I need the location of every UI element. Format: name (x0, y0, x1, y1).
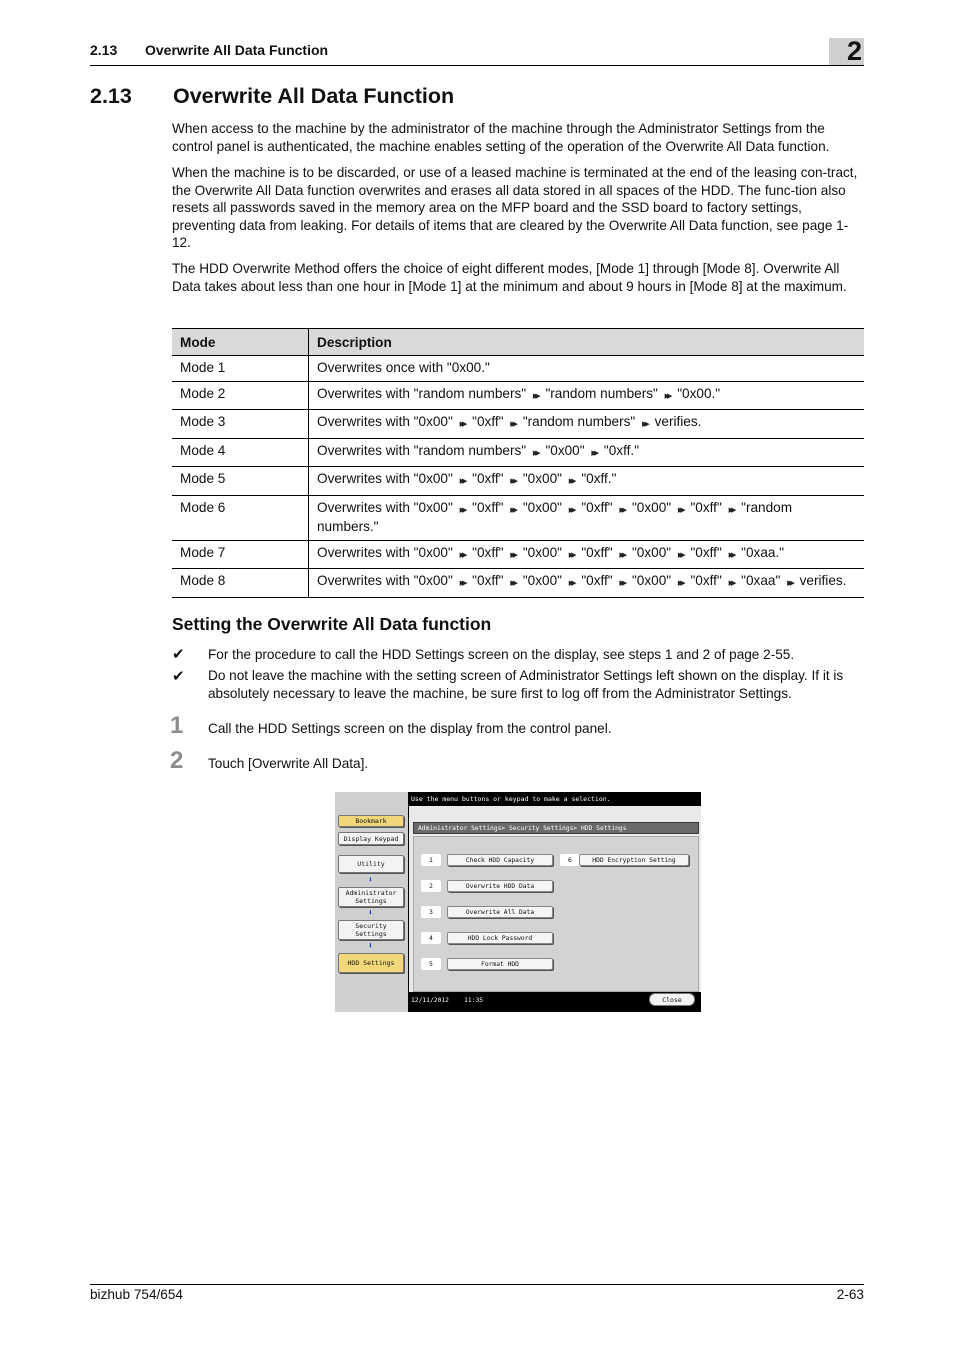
header-divider (90, 65, 864, 66)
description-part: "0x00" (631, 544, 672, 560)
check-mark-icon: ✔ (172, 668, 185, 685)
double-arrow-icon: ▶▶ (664, 392, 670, 400)
double-arrow-icon: ▶▶ (728, 551, 734, 559)
check-text: Do not leave the machine with the setting screen of Administrator Settings left shown on the display. If it is absolutely necessary to leave the machine, be sure first to log off from the Administrator Settings. (208, 668, 844, 701)
description-part: "0xff" (690, 573, 722, 588)
double-arrow-icon: ▶▶ (619, 551, 625, 559)
footer-page-number: 2-63 (836, 1287, 864, 1302)
check-hdd-capacity-button[interactable]: Check HDD Capacity (447, 854, 553, 866)
step-text: Call the HDD Settings screen on the display from the control panel. (208, 721, 612, 736)
double-arrow-icon: ▶▶ (787, 580, 792, 587)
description-part: "0xaa." (741, 544, 785, 560)
option-number: 4 (421, 932, 441, 944)
description-part: "0xff" (581, 544, 613, 560)
description-part: "0x00" (522, 471, 562, 486)
hdd-lock-password-button[interactable]: HDD Lock Password (447, 932, 553, 944)
double-arrow-icon: ▶▶ (619, 580, 625, 587)
mode-cell: Mode 7 (172, 540, 309, 569)
description-part: "random numbers." (317, 499, 793, 534)
double-arrow-icon: ▶▶ (619, 506, 625, 514)
hdd-encryption-setting-button[interactable]: HDD Encryption Setting (579, 854, 689, 866)
status-time: 11:35 (464, 997, 484, 1004)
table-row (172, 438, 864, 467)
description-part: "0xff" (472, 573, 504, 588)
description-cell (309, 467, 865, 496)
page-title (90, 84, 454, 109)
table-row (172, 410, 864, 439)
description-part: "0x00" (522, 499, 562, 515)
footer-model: bizhub 754/654 (90, 1287, 183, 1302)
description-part: "random numbers" (545, 385, 658, 401)
double-arrow-icon: ▶▶ (677, 551, 683, 559)
screen-message: Use the menu buttons or keypad to make a selection. (411, 795, 611, 803)
hdd-settings-screenshot (335, 792, 701, 1012)
option-number: 1 (421, 854, 441, 866)
description-part: "0xaa" (741, 573, 781, 588)
title-text: Overwrite All Data Function (173, 84, 455, 108)
option-number: 5 (421, 958, 441, 970)
description-cell (309, 495, 865, 540)
description-part: "0xff" (472, 414, 504, 429)
check-mark-icon: ✔ (172, 646, 185, 663)
nav-utility[interactable]: Utility (338, 855, 404, 873)
overwrite-all-data-button[interactable]: Overwrite All Data (447, 906, 553, 918)
mode-cell: Mode 6 (172, 495, 309, 540)
double-arrow-icon: ▶▶ (459, 478, 465, 485)
header-section-title: Overwrite All Data Function (145, 42, 329, 58)
description-part: verifies. (654, 414, 702, 429)
check-text: For the procedure to call the HDD Settings screen on the display, see steps 1 and 2 of page 2-55. (208, 647, 795, 662)
double-arrow-icon: ▶▶ (568, 551, 574, 559)
table-row (172, 356, 864, 382)
description-part: "random numbers" (522, 414, 636, 429)
breadcrumb: Administrator Settings> Security Settings> HDD Settings (413, 822, 699, 834)
double-arrow-icon: ▶▶ (510, 421, 516, 428)
down-arrow-icon: ⬇ (368, 941, 373, 950)
description-part: "0x00" (631, 499, 672, 515)
description-part: "0x00" (522, 573, 562, 588)
header-section-number: 2.13 (90, 42, 118, 58)
header-section (90, 42, 328, 58)
description-cell (309, 410, 865, 439)
intro-paragraph-2: When the machine is to be discarded, or use of a leased machine is terminated at the end of the leasing con-tract, the Overwrite All Data function overwrites and erases all data stored in all spaces of the HDD. The func-tion also resets all passwords saved in the memory area on the MFP board and the SSD board to factory settings, preventing data from leaking. For details of items that are cleared by the Overwrite All Data function, see page 1-12. (172, 165, 858, 251)
intro-paragraph-1: When access to the machine by the administrator of the machine through the Administrator Settings from the control panel is authenticated, the machine enables setting of the operation of the Overwrite All Data function. (172, 121, 830, 154)
mode-cell: Mode 3 (172, 410, 309, 439)
double-arrow-icon: ▶▶ (510, 506, 516, 514)
double-arrow-icon: ▶▶ (510, 551, 516, 559)
mode-cell: Mode 8 (172, 569, 309, 598)
description-cell (309, 438, 865, 467)
description-part: "0xff." (603, 442, 640, 458)
down-arrow-icon: ⬇ (368, 908, 373, 917)
description-part: Overwrites with "0x00" (317, 499, 453, 515)
table-row (172, 540, 864, 569)
status-bar (411, 997, 483, 1004)
description-part: Overwrites with "0x00" (317, 414, 453, 429)
left-navigation-pane (335, 792, 408, 1012)
description-part: Overwrites once with "0x00." (317, 360, 490, 375)
column-header-mode: Mode (172, 329, 309, 356)
intro-paragraph-3: The HDD Overwrite Method offers the choice of eight different modes, [Mode 1] through [Mode 8]. Overwrite All Data takes about less than one hour in [Mode 1] at the minimum and about 9 hours in [Mode 8] at the maximum. (172, 261, 847, 294)
option-number: 2 (421, 880, 441, 892)
mode-cell: Mode 4 (172, 438, 309, 467)
bookmark-button[interactable]: Bookmark (338, 815, 404, 827)
double-arrow-icon: ▶▶ (510, 580, 516, 587)
double-arrow-icon: ▶▶ (459, 551, 465, 559)
option-number: 3 (421, 906, 441, 918)
double-arrow-icon: ▶▶ (532, 449, 538, 457)
table-row (172, 495, 864, 540)
description-part: "0xff" (581, 573, 613, 588)
table-row (172, 569, 864, 598)
nav-administrator-settings[interactable]: Administrator Settings (338, 887, 404, 907)
chapter-number-box: 2 (829, 38, 864, 65)
mode-cell: Mode 1 (172, 356, 309, 382)
close-button[interactable]: Close (649, 993, 695, 1006)
double-arrow-icon: ▶▶ (568, 580, 574, 587)
description-part: "0xff." (581, 471, 617, 486)
footer-divider (90, 1284, 864, 1285)
table-row (172, 467, 864, 496)
description-cell (309, 569, 865, 598)
double-arrow-icon: ▶▶ (510, 478, 516, 485)
double-arrow-icon: ▶▶ (728, 506, 734, 514)
double-arrow-icon: ▶▶ (677, 506, 683, 514)
double-arrow-icon: ▶▶ (459, 580, 465, 587)
options-area (413, 836, 699, 992)
option-number: 6 (560, 854, 580, 866)
double-arrow-icon: ▶▶ (459, 421, 465, 428)
description-part: "0xff" (690, 544, 722, 560)
mode-cell: Mode 5 (172, 467, 309, 496)
format-hdd-button[interactable]: Format HDD (447, 958, 553, 970)
column-header-description: Description (309, 329, 865, 356)
description-part: Overwrites with "0x00" (317, 471, 453, 486)
description-part: Overwrites with "random numbers" (317, 442, 527, 458)
double-arrow-icon: ▶▶ (591, 449, 597, 457)
double-arrow-icon: ▶▶ (459, 506, 465, 514)
description-part: Overwrites with "random numbers" (317, 385, 527, 401)
description-part: Overwrites with "0x00" (317, 544, 453, 560)
description-part: "0xff" (581, 499, 613, 515)
description-part: "0xff" (472, 544, 504, 560)
description-part: "0x00" (631, 573, 672, 588)
description-part: "0x00." (677, 385, 721, 401)
table-row (172, 381, 864, 410)
settings-panel (409, 806, 701, 992)
double-arrow-icon: ▶▶ (568, 506, 574, 514)
mode-cell: Mode 2 (172, 381, 309, 410)
subsection-heading: Setting the Overwrite All Data function (172, 614, 492, 634)
description-part: "0xff" (472, 471, 504, 486)
description-cell (309, 356, 865, 382)
nav-hdd-settings[interactable]: HDD Settings (338, 953, 404, 973)
description-part: "0xff" (472, 499, 504, 515)
overwrite-hdd-data-button[interactable]: Overwrite HDD Data (447, 880, 553, 892)
double-arrow-icon: ▶▶ (532, 392, 538, 400)
display-keypad-button[interactable]: Display Keypad (338, 832, 404, 845)
double-arrow-icon: ▶▶ (568, 478, 574, 485)
status-date: 12/11/2012 (411, 997, 449, 1004)
double-arrow-icon: ▶▶ (642, 421, 647, 428)
step-number: 2 (170, 747, 184, 774)
nav-security-settings[interactable]: Security Settings (338, 920, 404, 940)
description-cell (309, 381, 865, 410)
description-part: verifies. (799, 573, 847, 588)
step-number: 1 (170, 712, 184, 739)
step-text: Touch [Overwrite All Data]. (208, 756, 369, 771)
description-part: Overwrites with "0x00" (317, 573, 453, 588)
double-arrow-icon: ▶▶ (728, 580, 734, 587)
description-cell (309, 540, 865, 569)
title-number: 2.13 (90, 84, 132, 108)
description-part: "0x00" (522, 544, 562, 560)
description-part: "0xff" (690, 499, 722, 515)
double-arrow-icon: ▶▶ (677, 580, 683, 587)
table-header-row (172, 329, 864, 356)
down-arrow-icon: ⬇ (368, 875, 373, 884)
description-part: "0x00" (545, 442, 585, 458)
overwrite-modes-table (172, 328, 864, 598)
